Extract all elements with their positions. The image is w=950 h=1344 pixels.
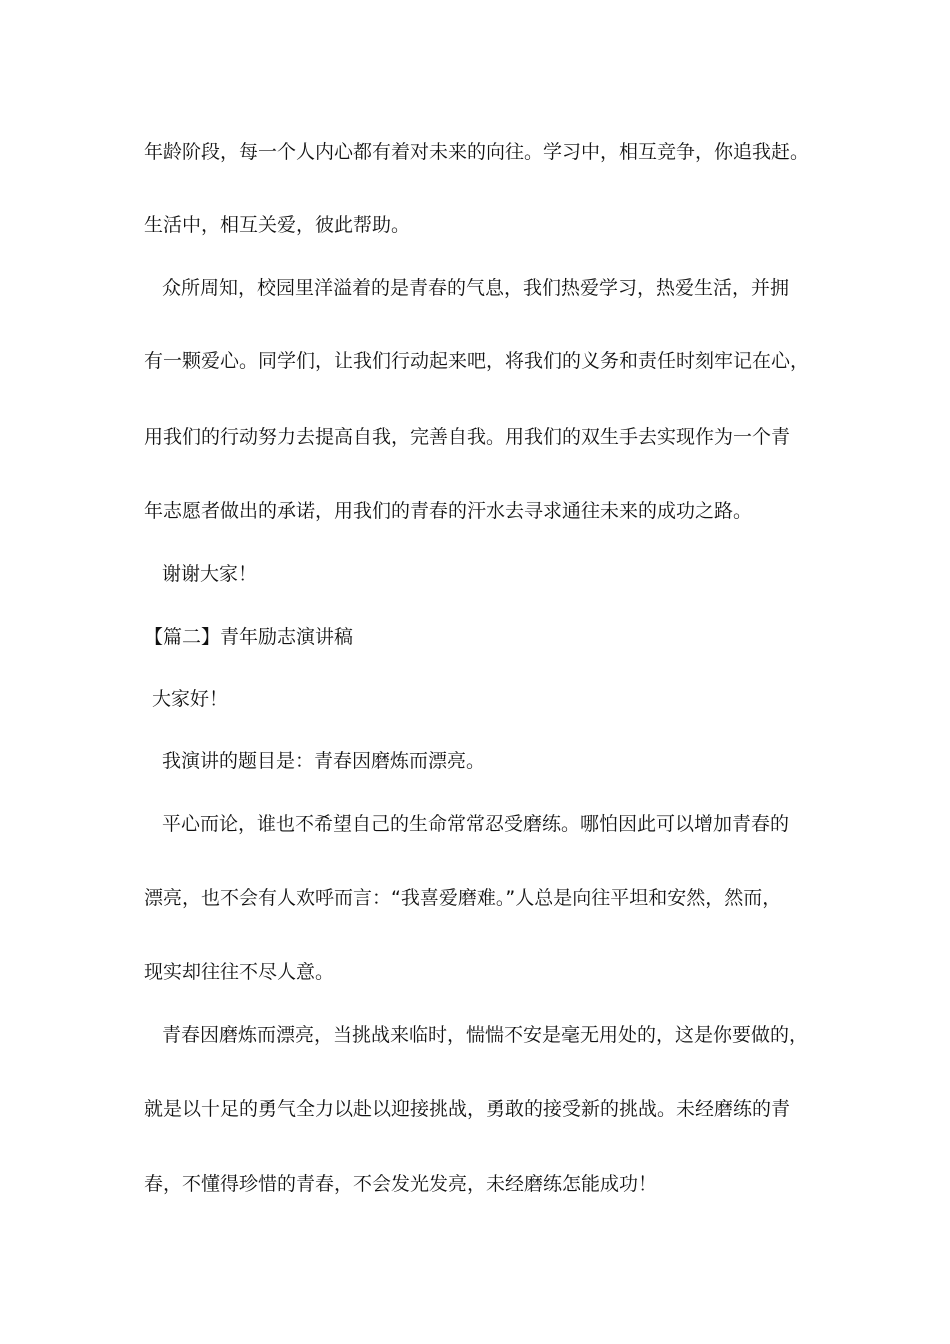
paragraph-line: 年龄阶段，每一个人内心都有着对未来的向往。学习中，相互竞争，你追我赶。 bbox=[144, 141, 810, 163]
paragraph-line: 生活中，相互关爱，彼此帮助。 bbox=[144, 214, 411, 236]
paragraph-line: 有一颗爱心。同学们，让我们行动起来吧，将我们的义务和责任时刻牢记在心， bbox=[144, 350, 810, 372]
greeting-line: 大家好！ bbox=[152, 688, 229, 710]
paragraph-line: 漂亮，也不会有人欢呼而言：“我喜爱磨难。”人总是向往平坦和安然，然而， bbox=[144, 887, 782, 909]
section-heading: 【篇二】青年励志演讲稿 bbox=[144, 626, 354, 648]
paragraph-line: 现实却往往不尽人意。 bbox=[144, 961, 335, 983]
paragraph-line: 用我们的行动努力去提高自我，完善自我。用我们的双生手去实现作为一个青 bbox=[144, 426, 791, 448]
closing-line: 谢谢大家！ bbox=[162, 563, 258, 585]
paragraph-line: 平心而论，谁也不希望自己的生命常常忍受磨练。哪怕因此可以增加青春的 bbox=[162, 813, 790, 835]
paragraph-line: 我演讲的题目是：青春因磨炼而漂亮。 bbox=[162, 750, 486, 772]
paragraph-line: 年志愿者做出的承诺，用我们的青春的汗水去寻求通往未来的成功之路。 bbox=[144, 500, 753, 522]
paragraph-line: 春，不懂得珍惜的青春，不会发光发亮，未经磨练怎能成功！ bbox=[144, 1173, 658, 1195]
paragraph-line: 众所周知，校园里洋溢着的是青春的气息，我们热爱学习，热爱生活，并拥 bbox=[162, 277, 790, 299]
paragraph-line: 青春因磨炼而漂亮，当挑战来临时，惴惴不安是毫无用处的，这是你要做的， bbox=[162, 1024, 809, 1046]
paragraph-line: 就是以十足的勇气全力以赴以迎接挑战，勇敢的接受新的挑战。未经磨练的青 bbox=[144, 1098, 791, 1120]
